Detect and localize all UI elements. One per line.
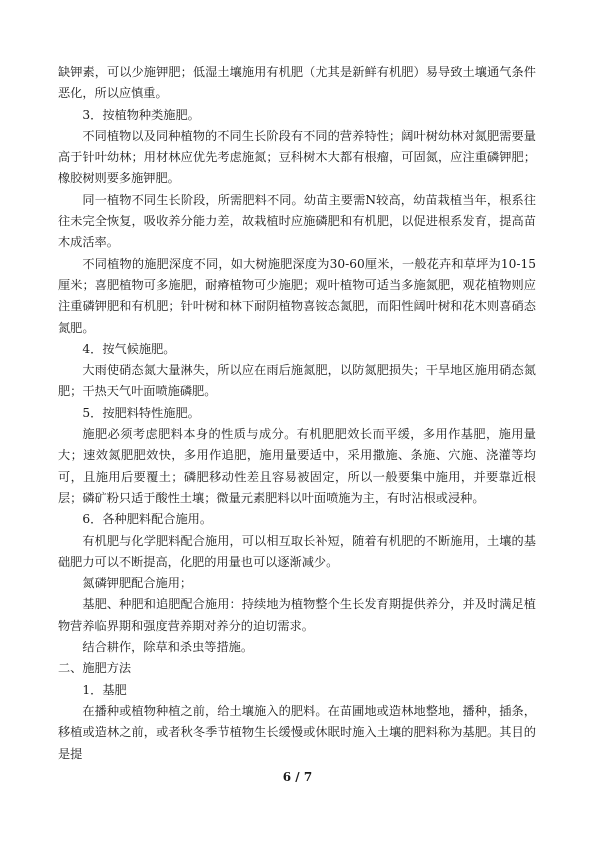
paragraph: 氮磷钾肥配合施用； bbox=[82, 576, 193, 591]
paragraph: 施肥必须考虑肥料本身的性质与成分。有机肥肥效长而平缓，多用作基肥，施用量大；速效氮肥肥效快，多用作追肥，施用量要适中，采用撒施、条施、穴施、浇灌等均可，且施用后要覆土；磷肥移动性差且容易被固定，所以一般要集中施用，并要靠近根层；磷矿粉只适于酸性土壤；微量元素肥料以叶面喷施为主，有时沾根或浸种。 bbox=[58, 427, 536, 505]
paragraph-continued: 缺钾素，可以少施钾肥；低湿土壤施用有机肥（尤其是新鲜有机肥）易导致土壤通气条件恶化，所以应慎重。 bbox=[58, 65, 536, 101]
paragraph: 不同植物的施肥深度不同，如大树施肥深度为30-60厘米，一般花卉和草坪为10-15厘米；喜肥植物可多施肥，耐瘠植物可少施肥；观叶植物可适当多施氮肥，观花植物则应注重磷钾肥和有机肥；针叶树和林下耐阴植物喜铵态氮肥，而阳性阔叶树和花木则喜硝态氮肥。 bbox=[58, 256, 536, 335]
page-number: 6 / 7 bbox=[282, 770, 313, 784]
paragraph: 有机肥与化学肥料配合施用，可以相互取长补短，随着有机肥的不断施用，土壤的基础肥力可以不断提高，化肥的用量也可以逐渐减少。 bbox=[58, 533, 536, 569]
numbered-heading: 4．按气候施肥。 bbox=[82, 341, 176, 356]
paragraph: 不同植物以及同种植物的不同生长阶段有不同的营养特性；阔叶树幼林对氮肥需要量高于针叶幼林；用材林应优先考虑施氮；豆科树木大都有根瘤，可固氮，应注重磷钾肥；橡胶树则要多施钾肥。 bbox=[58, 128, 536, 186]
paragraph: 大雨使硝态氮大量淋失，所以应在雨后施氮肥，以防氮肥损失；干旱地区施用硝态氮肥；干热天气叶面喷施磷肥。 bbox=[58, 363, 536, 399]
section-heading: 二、施肥方法 bbox=[58, 661, 132, 676]
numbered-heading: 6．各种肥料配合施用。 bbox=[82, 512, 213, 527]
paragraph: 同一植物不同生长阶段，所需肥料不同。幼苗主要需N较高，幼苗栽植当年，根系往往未完全恢复，吸收养分能力差，故栽植时应施磷肥和有机肥，以促进根系发育，提高苗木成活率。 bbox=[58, 192, 536, 250]
numbered-heading: 1．基肥 bbox=[82, 682, 127, 697]
numbered-heading: 3．按植物种类施肥。 bbox=[82, 107, 200, 122]
document-body bbox=[58, 62, 536, 765]
paragraph: 结合耕作，除草和杀虫等措施。 bbox=[82, 640, 254, 655]
numbered-heading: 5．按肥料特性施肥。 bbox=[82, 405, 200, 420]
paragraph: 基肥、种肥和追肥配合施用：持续地为植物整个生长发育期提供养分，并及时满足植物营养临界期和强度营养期对养分的迫切需求。 bbox=[58, 597, 536, 633]
paragraph: 在播种或植物种植之前，给土壤施入的肥料。在苗圃地或造林地整地，播种，插条，移植或造林之前，或者秋冬季节植物生长缓慢或休眠时施入土壤的肥料称为基肥。其目的是提 bbox=[58, 703, 536, 761]
